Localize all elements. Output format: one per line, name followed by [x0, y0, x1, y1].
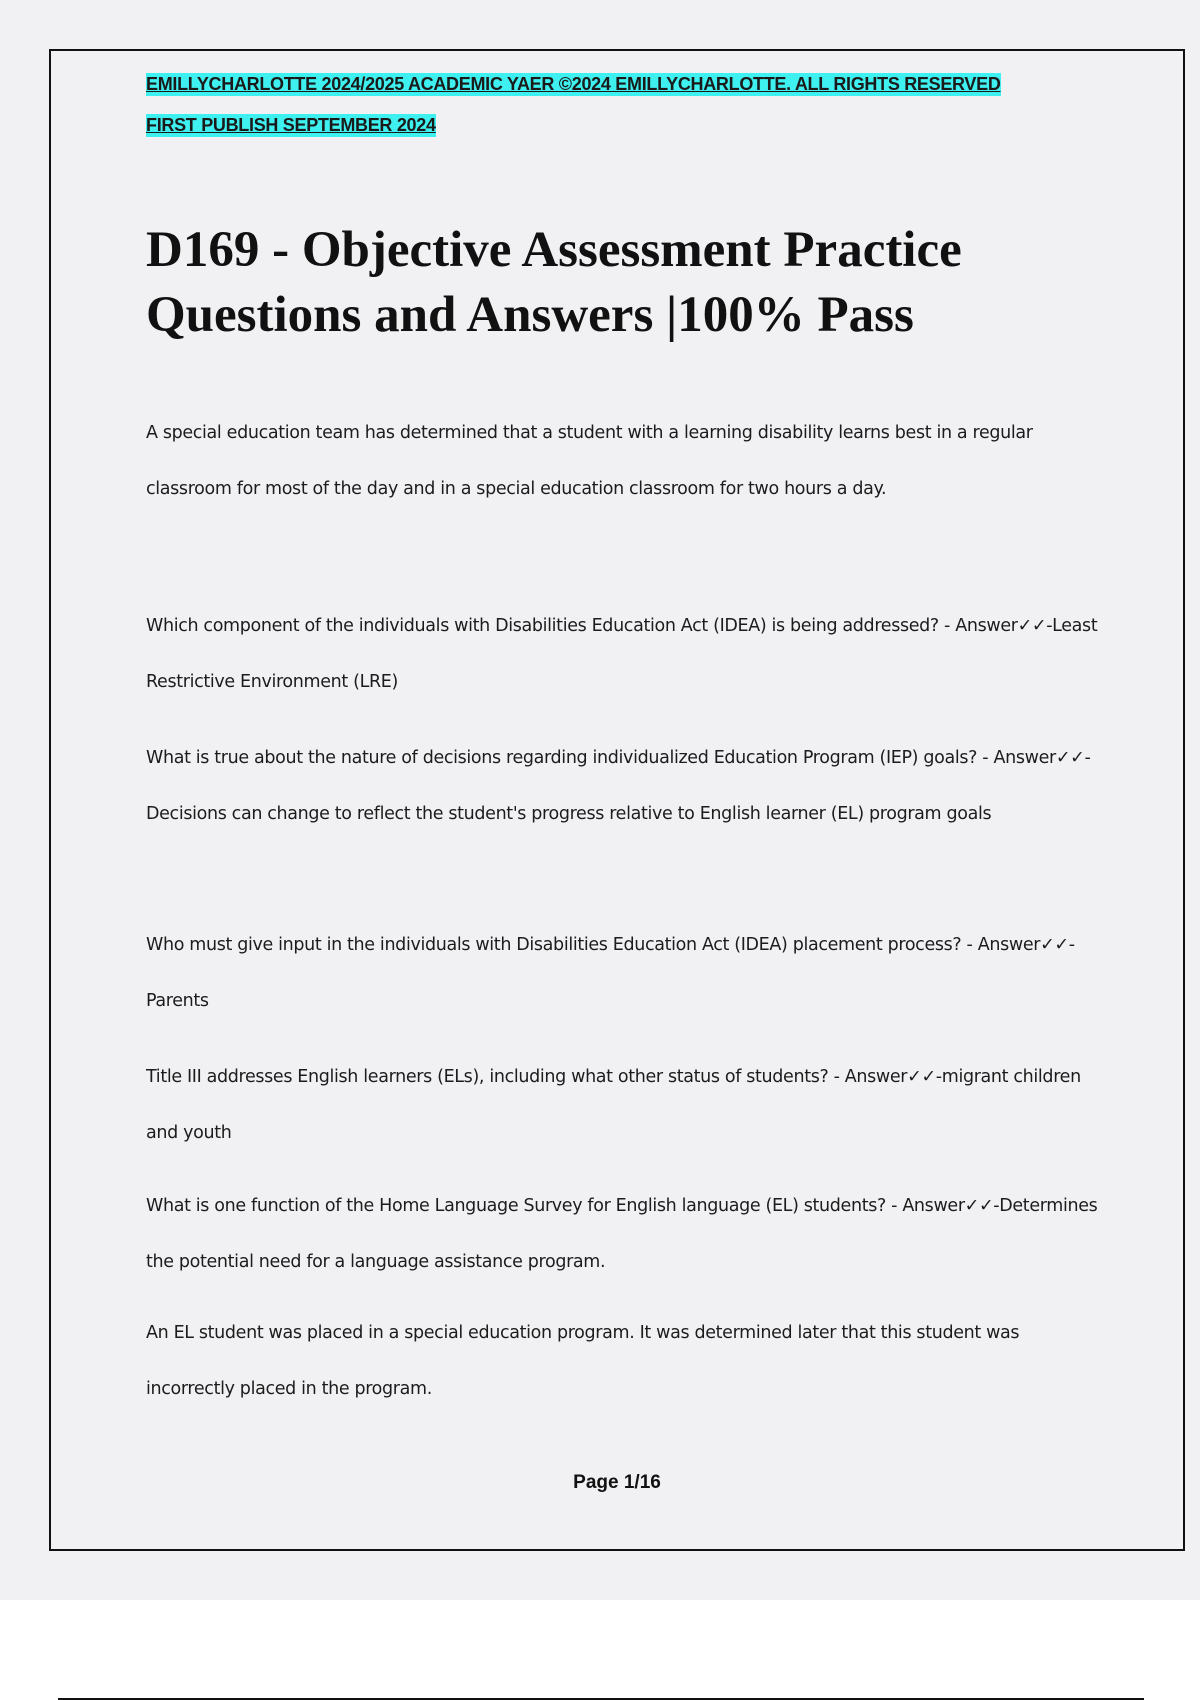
copyright-header-text: EMILLYCHARLOTTE 2024/2025 ACADEMIC YAER ©2024 EMILLYCHARLOTTE. ALL RIGHTS RESERVED [146, 74, 1001, 94]
publish-date-header-text: FIRST PUBLISH SEPTEMBER 2024 [146, 115, 436, 135]
copyright-header [146, 74, 1001, 95]
qa-item: Who must give input in the individuals with Disabilities Education Act (IDEA) placement process? - Answer✓✓-Parents [146, 935, 1075, 1011]
publish-date-header [146, 115, 436, 136]
document-title: D169 - Objective Assessment Practice Questions and Answers |100% Pass [146, 222, 962, 343]
qa-item: An EL student was placed in a special education program. It was determined later that this student was incorrectly placed in the program. [146, 1323, 1020, 1399]
qa-item: What is one function of the Home Language Survey for English language (EL) students? - Answer✓✓-Determines the potential need for a language assistance program. [146, 1196, 1098, 1272]
qa-item: Which component of the individuals with Disabilities Education Act (IDEA) is being addressed? - Answer✓✓-Least Restrictive Environment (LRE) [146, 616, 1098, 692]
page-number: Page 1/16 [573, 1472, 661, 1493]
qa-item: What is true about the nature of decisions regarding individualized Education Program (IEP) goals? - Answer✓✓-Decisions can change to reflect the student's progress relative to English learner (EL) program goals [146, 748, 1091, 824]
qa-item: Title III addresses English learners (ELs), including what other status of students? - Answer✓✓-migrant children and youth [146, 1067, 1081, 1143]
intro-paragraph: A special education team has determined that a student with a learning disability learns best in a regular classroom for most of the day and in a special education classroom for two hours a day. [146, 423, 1033, 499]
